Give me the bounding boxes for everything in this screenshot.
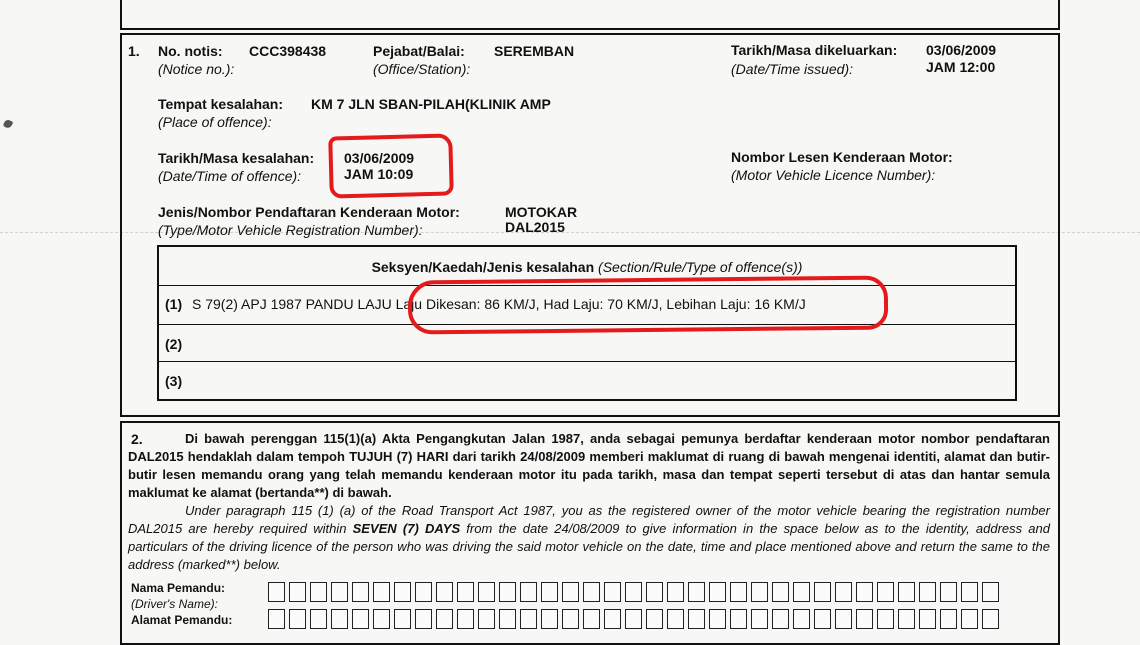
driver-name-label-en: (Driver's Name):	[131, 597, 218, 611]
character-box[interactable]	[604, 582, 621, 602]
character-box[interactable]	[856, 609, 873, 629]
character-box[interactable]	[919, 582, 936, 602]
office-label: Pejabat/Balai:	[373, 43, 465, 59]
character-box[interactable]	[352, 582, 369, 602]
character-box[interactable]	[646, 582, 663, 602]
licence-label-en: (Motor Vehicle Licence Number):	[731, 167, 936, 183]
character-box[interactable]	[814, 582, 831, 602]
character-box[interactable]	[478, 609, 495, 629]
character-box[interactable]	[772, 582, 789, 602]
character-box[interactable]	[541, 582, 558, 602]
section-1-number: 1.	[128, 43, 140, 59]
offence-row-number: (2)	[165, 336, 183, 352]
character-box[interactable]	[268, 582, 285, 602]
offence-row-number: (1)	[165, 296, 183, 312]
character-box[interactable]	[856, 582, 873, 602]
driver-name-label: Nama Pemandu:	[131, 581, 226, 595]
character-box[interactable]	[982, 609, 999, 629]
offence-date: 03/06/2009	[344, 150, 415, 166]
character-box[interactable]	[310, 609, 327, 629]
character-box[interactable]	[730, 609, 747, 629]
driver-name-input-grid[interactable]	[268, 582, 1003, 602]
offence-table-header-italic: (Section/Rule/Type of offence(s))	[598, 259, 803, 275]
character-box[interactable]	[478, 582, 495, 602]
character-box[interactable]	[499, 609, 516, 629]
notice-no-label-en: (Notice no.):	[158, 61, 235, 77]
character-box[interactable]	[394, 582, 411, 602]
character-box[interactable]	[394, 609, 411, 629]
character-box[interactable]	[583, 582, 600, 602]
character-box[interactable]	[940, 609, 957, 629]
section-2-english-paragraph	[128, 502, 1050, 574]
character-box[interactable]	[373, 609, 390, 629]
character-box[interactable]	[667, 582, 684, 602]
character-box[interactable]	[331, 609, 348, 629]
character-box[interactable]	[709, 582, 726, 602]
notice-no-label: No. notis:	[158, 43, 223, 59]
english-paragraph-deadline: SEVEN (7) DAYS	[352, 521, 461, 536]
issued-time: JAM 12:00	[926, 59, 996, 75]
licence-label: Nombor Lesen Kenderaan Motor:	[731, 149, 953, 165]
english-paragraph-lead: Under paragraph 115 (1) (a) of the Road Transport Act 1987, you as the registered owner of the motor vehicle bearing the registration number DAL2015 are hereby required within	[128, 503, 1050, 536]
character-box[interactable]	[352, 609, 369, 629]
english-paragraph-tail: from the date 24/08/2009 to give information in the space below as to the identity, address and particulars of the driving licence of the person who was driving the said motor vehicle on the date, time and place mentioned above and return the same to the address (marked**) below.	[128, 521, 1050, 572]
character-box[interactable]	[646, 609, 663, 629]
character-box[interactable]	[520, 582, 537, 602]
office-value: SEREMBAN	[494, 43, 575, 59]
character-box[interactable]	[289, 582, 306, 602]
offence-time: JAM 10:09	[344, 166, 414, 182]
character-box[interactable]	[583, 609, 600, 629]
character-box[interactable]	[793, 582, 810, 602]
offence-table-header-bold: Seksyen/Kaedah/Jenis kesalahan	[371, 259, 595, 275]
character-box[interactable]	[625, 582, 642, 602]
character-box[interactable]	[751, 582, 768, 602]
top-frame	[120, 0, 1060, 30]
character-box[interactable]	[898, 582, 915, 602]
character-box[interactable]	[373, 582, 390, 602]
character-box[interactable]	[814, 609, 831, 629]
section-2-malay-paragraph: Di bawah perenggan 115(1)(a) Akta Pengangkutan Jalan 1987, anda sebagai pemunya berdaftar kenderaan motor nombor pendaftaran DAL2015 hendaklah dalam tempoh TUJUH (7) HARI dari tarikh 24/08/2009 memberi maklumat di ruang di bawah mengenai identiti, alamat dan butir-butir lesen memandu orang yang telah memandu kenderaan motor itu pada tarikh, masa dan tempat seperti tersebut di atas dan hantar semula maklumat ke alamat (bertanda**) di bawah.	[128, 431, 1050, 500]
issued-label-en: (Date/Time issued):	[731, 61, 854, 77]
section-2-number: 2.	[131, 431, 143, 447]
character-box[interactable]	[898, 609, 915, 629]
character-box[interactable]	[877, 582, 894, 602]
character-box[interactable]	[793, 609, 810, 629]
offence-datetime-label-en: (Date/Time of offence):	[158, 168, 302, 184]
red-circle-annotation	[408, 275, 889, 334]
character-box[interactable]	[415, 609, 432, 629]
character-box[interactable]	[961, 609, 978, 629]
offence-table-header	[159, 259, 1015, 275]
character-box[interactable]	[751, 609, 768, 629]
vehicle-type: MOTOKAR	[505, 204, 578, 220]
character-box[interactable]	[982, 582, 999, 602]
character-box[interactable]	[436, 609, 453, 629]
place-label: Tempat kesalahan:	[158, 96, 284, 112]
issued-label: Tarikh/Masa dikeluarkan:	[731, 42, 898, 58]
driver-address-label: Alamat Pemandu:	[131, 613, 233, 627]
character-box[interactable]	[562, 582, 579, 602]
place-label-en: (Place of offence):	[158, 114, 272, 130]
offence-row	[159, 361, 1015, 398]
character-box[interactable]	[457, 582, 474, 602]
vehicle-label-en: (Type/Motor Vehicle Registration Number):	[158, 222, 423, 238]
red-circle-annotation	[328, 133, 454, 198]
character-box[interactable]	[688, 609, 705, 629]
office-label-en: (Office/Station):	[373, 61, 471, 77]
notice-no-value: CCC398438	[249, 43, 327, 59]
character-box[interactable]	[436, 582, 453, 602]
character-box[interactable]	[520, 609, 537, 629]
character-box[interactable]	[709, 609, 726, 629]
character-box[interactable]	[541, 609, 558, 629]
character-box[interactable]	[730, 582, 747, 602]
character-box[interactable]	[940, 582, 957, 602]
character-box[interactable]	[289, 609, 306, 629]
character-box[interactable]	[835, 582, 852, 602]
offence-row-text: S 79(2) APJ 1987 PANDU LAJU Laju Dikesan: 86 KM/J, Had Laju: 70 KM/J, Lebihan Laju: 16 KM/J	[192, 296, 806, 312]
scan-speck	[3, 119, 14, 130]
character-box[interactable]	[415, 582, 432, 602]
character-box[interactable]	[835, 609, 852, 629]
character-box[interactable]	[499, 582, 516, 602]
offence-row-number: (3)	[165, 373, 183, 389]
issued-date: 03/06/2009	[926, 42, 997, 58]
character-box[interactable]	[877, 609, 894, 629]
character-box[interactable]	[688, 582, 705, 602]
character-box[interactable]	[331, 582, 348, 602]
character-box[interactable]	[961, 582, 978, 602]
character-box[interactable]	[625, 609, 642, 629]
character-box[interactable]	[268, 609, 285, 629]
character-box[interactable]	[310, 582, 327, 602]
character-box[interactable]	[604, 609, 621, 629]
offence-datetime-label: Tarikh/Masa kesalahan:	[158, 150, 315, 166]
character-box[interactable]	[919, 609, 936, 629]
place-value: KM 7 JLN SBAN-PILAH(KLINIK AMP	[311, 96, 551, 112]
vehicle-reg: DAL2015	[505, 219, 565, 235]
character-box[interactable]	[667, 609, 684, 629]
character-box[interactable]	[772, 609, 789, 629]
driver-address-input-grid[interactable]	[268, 609, 1003, 629]
character-box[interactable]	[457, 609, 474, 629]
character-box[interactable]	[562, 609, 579, 629]
vehicle-label: Jenis/Nombor Pendaftaran Kenderaan Motor:	[158, 204, 460, 220]
